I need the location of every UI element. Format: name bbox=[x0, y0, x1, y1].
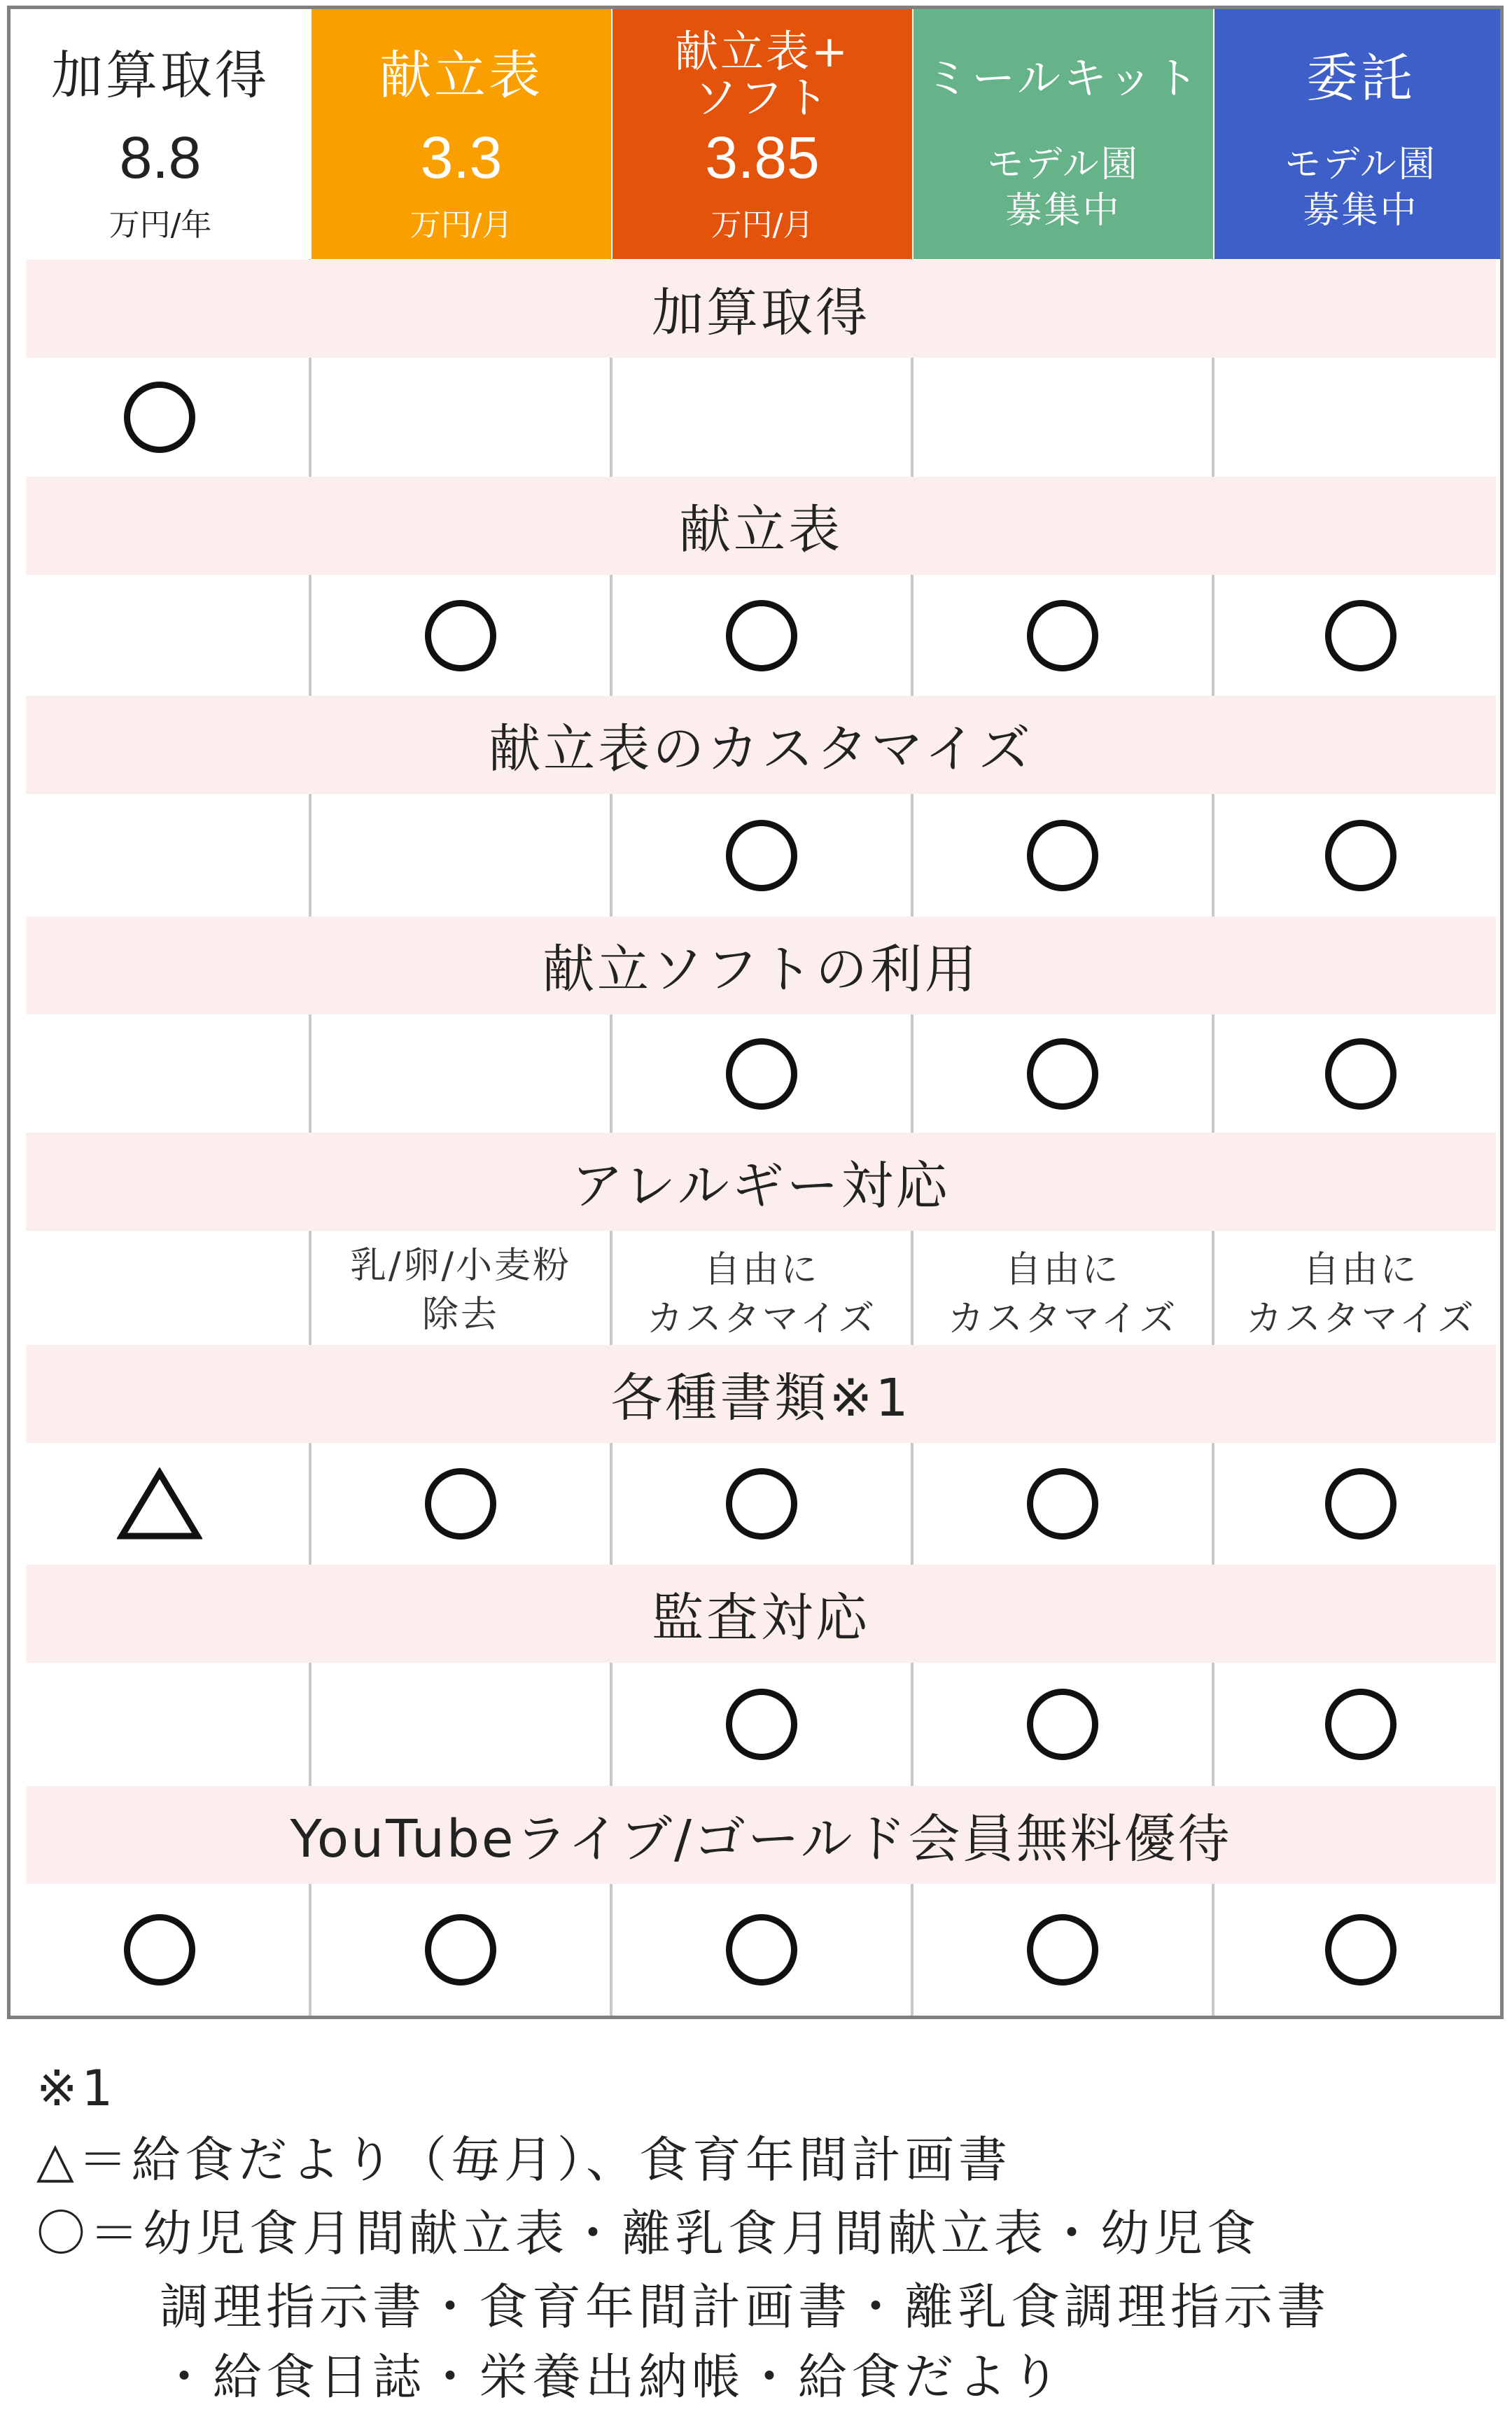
allergy-text-line2: カスタマイズ bbox=[1245, 1298, 1476, 1340]
footnote-circle-line2: 調理指示書・食育年間計画書・離乳食調理指示書 bbox=[160, 2278, 1330, 2336]
triangle-mark bbox=[117, 1467, 202, 1540]
circle-mark bbox=[726, 1689, 797, 1760]
feature-label-documents: 各種書類※1 bbox=[26, 1345, 1496, 1443]
circle-mark bbox=[1325, 600, 1396, 671]
circle-mark bbox=[1325, 1689, 1396, 1760]
feature-label-audit: 監査対応 bbox=[26, 1565, 1496, 1663]
mark-cell bbox=[913, 1663, 1212, 1786]
feature-label-kasan: 加算取得 bbox=[26, 260, 1496, 358]
circle-mark bbox=[1027, 820, 1098, 891]
feature-label-kondate: 献立表 bbox=[26, 477, 1496, 575]
mark-cell bbox=[612, 794, 911, 916]
plan-unit: 万円/月 bbox=[710, 207, 814, 243]
allergy-text bbox=[913, 1246, 1212, 1344]
plan-header-kondate bbox=[312, 9, 611, 259]
plan-header-itaku bbox=[1214, 9, 1504, 259]
feature-label-soft: 献立ソフトの利用 bbox=[26, 916, 1496, 1014]
mark-cell bbox=[312, 1443, 610, 1565]
circle-mark bbox=[1027, 1914, 1098, 1986]
circle-mark bbox=[425, 1468, 496, 1540]
circle-mark bbox=[1027, 1689, 1098, 1760]
feature-label-customize: 献立表のカスタマイズ bbox=[26, 696, 1496, 794]
allergy-text-line1: 自由に bbox=[1303, 1249, 1419, 1291]
allergy-text bbox=[612, 1246, 911, 1344]
circle-mark bbox=[1027, 600, 1098, 671]
circle-mark bbox=[1027, 1468, 1098, 1540]
mark-cell bbox=[612, 1443, 911, 1565]
circle-mark bbox=[124, 382, 195, 453]
plan-price: 8.8 bbox=[119, 125, 202, 190]
circle-mark bbox=[124, 1914, 195, 1986]
circle-mark bbox=[1325, 820, 1396, 891]
allergy-text-line2: 除去 bbox=[421, 1294, 499, 1336]
mark-cell bbox=[612, 1663, 911, 1786]
mark-cell bbox=[312, 575, 610, 696]
mark-cell bbox=[612, 1014, 911, 1133]
mark-cell bbox=[1214, 794, 1504, 916]
plan-note-line2: 募集中 bbox=[1303, 190, 1419, 232]
mark-cell bbox=[913, 1884, 1212, 2016]
plan-name-line2: ソフト bbox=[694, 72, 831, 123]
plan-name: 献立表 bbox=[379, 46, 543, 106]
circle-mark bbox=[1325, 1038, 1396, 1110]
footnote-circle-line1: 〇＝幼児食月間献立表・離乳食月間献立表・幼児食 bbox=[36, 2205, 1260, 2262]
allergy-text-line1: 自由に bbox=[704, 1249, 820, 1291]
plan-name-line1: 献立表+ bbox=[675, 26, 850, 77]
plan-price: 3.3 bbox=[420, 125, 503, 190]
plan-header-mealkit bbox=[913, 9, 1213, 259]
plan-header-kondate-soft bbox=[612, 9, 912, 259]
circle-mark bbox=[726, 600, 797, 671]
mark-cell bbox=[1214, 1014, 1504, 1133]
mark-cell bbox=[312, 1884, 610, 2016]
mark-cell bbox=[1214, 575, 1504, 696]
circle-mark bbox=[726, 1038, 797, 1110]
mark-cell bbox=[913, 1443, 1212, 1565]
circle-mark bbox=[726, 820, 797, 891]
mark-cell bbox=[1214, 1443, 1504, 1565]
footnote-circle-line3: ・給食日誌・栄養出納帳・給食だより bbox=[160, 2348, 1064, 2406]
allergy-text bbox=[312, 1241, 610, 1339]
plan-price: 3.85 bbox=[705, 125, 820, 190]
feature-label-allergy: アレルギー対応 bbox=[26, 1133, 1496, 1231]
mark-cell bbox=[612, 1884, 911, 2016]
mark-cell bbox=[913, 1014, 1212, 1133]
allergy-text-line1: 乳/卵/小麦粉 bbox=[349, 1245, 572, 1287]
mark-cell bbox=[913, 794, 1212, 916]
plan-name: ミールキット bbox=[925, 53, 1201, 104]
plan-note-line1: モデル園 bbox=[987, 144, 1140, 186]
circle-mark bbox=[425, 600, 496, 671]
plan-note-line1: モデル園 bbox=[1284, 144, 1437, 186]
mark-cell bbox=[1214, 1663, 1504, 1786]
plan-name: 加算取得 bbox=[51, 46, 270, 106]
plan-name: 委託 bbox=[1306, 48, 1415, 109]
circle-mark bbox=[425, 1914, 496, 1986]
circle-mark bbox=[1325, 1468, 1396, 1540]
mark-cell bbox=[913, 575, 1212, 696]
mark-cell bbox=[10, 358, 309, 477]
allergy-text-line2: カスタマイズ bbox=[646, 1298, 877, 1340]
circle-mark bbox=[726, 1914, 797, 1986]
plan-unit: 万円/年 bbox=[108, 207, 212, 243]
circle-mark bbox=[1325, 1914, 1396, 1986]
mark-cell bbox=[1214, 1884, 1504, 2016]
feature-label-youtube: YouTubeライブ/ゴールド会員無料優待 bbox=[26, 1786, 1496, 1884]
mark-cell bbox=[10, 1443, 309, 1565]
plan-note-line2: 募集中 bbox=[1005, 190, 1121, 232]
circle-mark bbox=[726, 1468, 797, 1540]
plan-unit: 万円/月 bbox=[410, 207, 513, 243]
mark-cell bbox=[10, 1884, 309, 2016]
footnote-heading: ※1 bbox=[36, 2060, 118, 2117]
allergy-text bbox=[1214, 1246, 1504, 1344]
plan-comparison-table bbox=[7, 6, 1504, 2019]
circle-mark bbox=[1027, 1038, 1098, 1110]
allergy-text-line1: 自由に bbox=[1004, 1249, 1121, 1291]
footnote-triangle-line: △＝給食だより（毎月）、食育年間計画書 bbox=[36, 2131, 1011, 2189]
plan-header-kasan bbox=[10, 9, 310, 259]
allergy-text-line2: カスタマイズ bbox=[947, 1298, 1178, 1340]
mark-cell bbox=[612, 575, 911, 696]
